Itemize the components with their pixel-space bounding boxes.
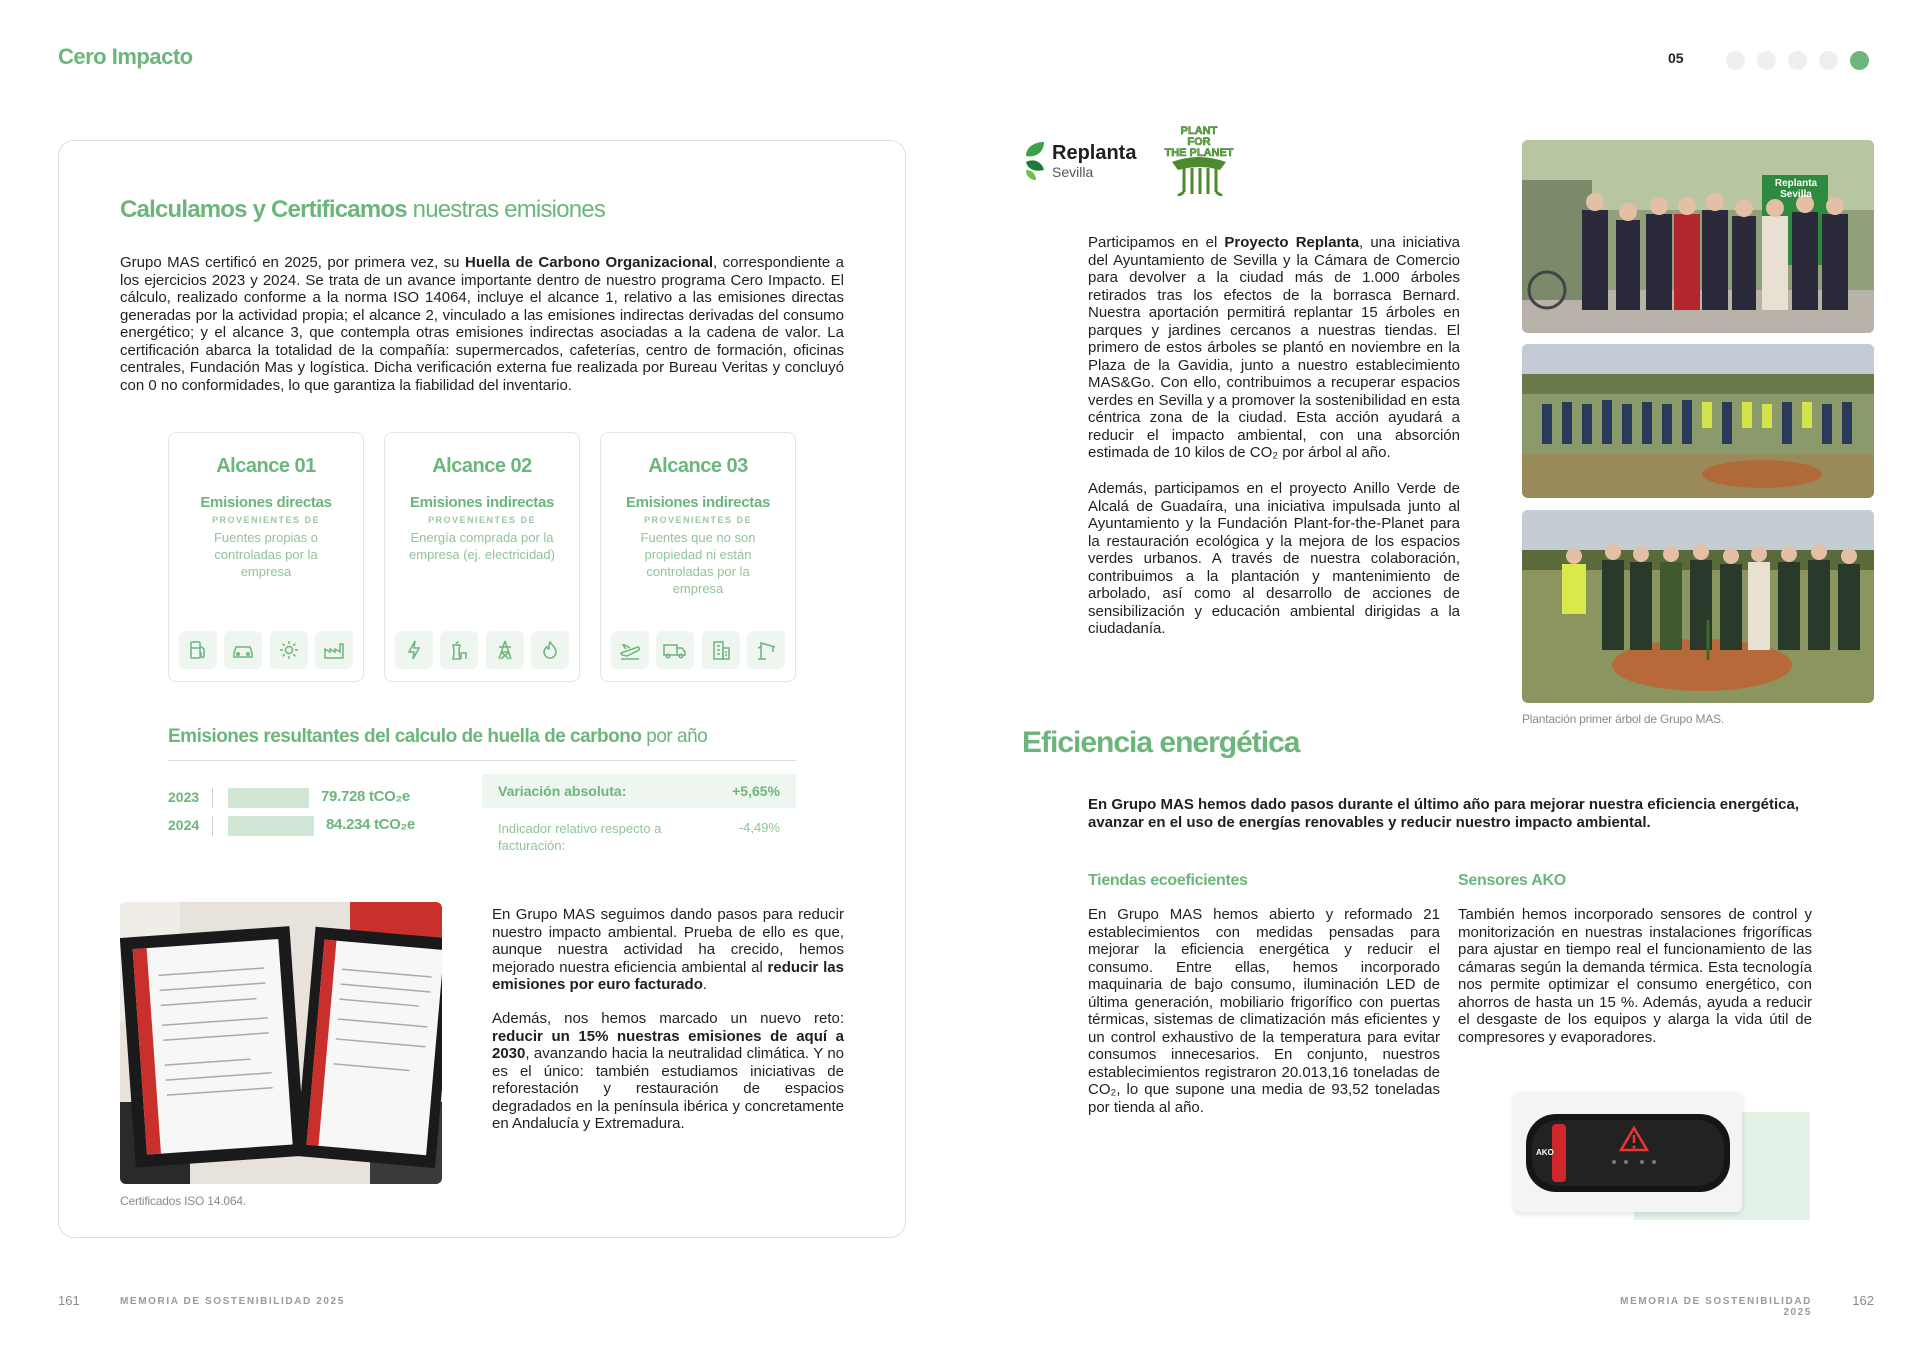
plant-logo-text-3: THE PLANET: [1164, 147, 1234, 159]
variation-label: Variación absoluta:: [498, 783, 627, 799]
ako-label: AKO: [1536, 1148, 1554, 1157]
factory-icon: [315, 631, 353, 669]
emissions-value-2024: 84.234 tCO₂e: [326, 816, 415, 833]
scope-card-1: [168, 432, 364, 682]
transmission-tower-icon: [486, 631, 524, 669]
scope-subtitle: Emisiones indirectas: [625, 494, 771, 511]
variation-value: +5,65%: [732, 783, 780, 799]
eco-stores-heading: Tiendas ecoeficientes: [1088, 872, 1248, 889]
challenge-paragraph: Además, nos hemos marcado un nuevo reto: reducir un 15% nuestras emisiones de aquí a 2030, avanzando hacia la neutralidad climática. Y no es el único: también estudiamos iniciativas de reforestación y restauración de espacios degradados en la península ibérica y concretamente en Andalucía y Extremadura.: [492, 1010, 844, 1132]
emissions-bar-2023: [228, 788, 309, 808]
emissions-value-2023: 79.728 tCO₂e: [321, 788, 410, 805]
fuel-pump-icon: [179, 631, 217, 669]
ako-sensor-image: [1514, 1092, 1742, 1212]
left-page-number: 161: [58, 1293, 80, 1308]
scope-tag: PROVENIENTES DE: [211, 515, 321, 525]
right-footer-title: MEMORIA DE SOSTENIBILIDAD 2025: [1620, 1296, 1812, 1318]
emissions-heading: Calculamos y Certificamos nuestras emisiones: [120, 196, 606, 223]
anillo-verde-paragraph: Además, participamos en el proyecto Anillo Verde de Alcalá de Guadaíra, una iniciativa impulsada junto al Ayuntamiento y la Fundación Plant-for-the-Planet para la restauración ecológica y la mejora de los espacios verdes urbanos. A través de nuestra colaboración, contribuimos a la plantación y mantenimiento de arbolado, así como al desarrollo de acciones de sensibilización y educación ambiental dirigidas a la ciudadanía.: [1088, 480, 1460, 637]
eco-stores-paragraph: En Grupo MAS hemos abierto y reformado 21 establecimientos con medidas pensadas para mejorar la eficiencia energética y reducir el consumo. Entre ellas, hemos incorporado maquinaria de bajo consumo, iluminación LED de última generación, mobiliario frigorífico con puertas térmicas, sistemas de climatización más eficientes y un control exhaustivo de la temperatura para evitar consumos innecesarios. En conjunto, nuestros establecimientos registraron 20.013,16 toneladas de CO₂, lo que supone una media de 93,52 toneladas por tienda al año.: [1088, 906, 1440, 1116]
scope-subtitle: Emisiones indirectas: [409, 494, 555, 511]
axis-tick: [212, 816, 213, 836]
scope-description: Fuentes propias o controladas por la empresa: [213, 530, 319, 579]
lightning-icon: [395, 631, 433, 669]
scope-card-2: [384, 432, 580, 682]
ako-sensors-paragraph: También hemos incorporado sensores de control y monitorización en nuestras instalaciones frigoríficas para ajustar en tiempo real el funcionamiento de las cámaras según la demanda térmica. Esta tecnología nos permite optimizar el consumo energético, con ahorros de hasta un 15 %. Además, ayuda a reducir el desgaste de los equipos y alarga la vida útil de compresores y evaporadores.: [1458, 906, 1812, 1046]
replanta-subtitle: Sevilla: [1052, 164, 1094, 180]
gear-icon: [270, 631, 308, 669]
nav-dot-3[interactable]: [1788, 51, 1807, 70]
reduction-paragraph: En Grupo MAS seguimos dando pasos para reducir nuestro impacto ambiental. Prueba de ello es que, aunque nuestra actividad ha crecido, hemos mejorado nuestra eficiencia ambiental al reducir las emisiones por euro facturado.: [492, 906, 844, 993]
section-label: Cero Impacto: [58, 44, 193, 69]
certificates-caption: Certificados ISO 14.064.: [120, 1194, 246, 1208]
emissions-per-year-heading: Emisiones resultantes del calculo de huella de carbono por año: [168, 726, 708, 747]
first-tree-planting-photo: [1522, 510, 1874, 703]
power-plant-icon: [440, 631, 478, 669]
emissions-year-2024: 2024: [168, 817, 200, 833]
scope-tag: PROVENIENTES DE: [643, 515, 753, 525]
efficiency-heading: Eficiencia energética: [1022, 726, 1300, 759]
scope-title: Alcance 02: [432, 455, 532, 477]
scope-description: Energía comprada por la empresa (ej. electricidad): [409, 530, 555, 562]
right-page-number: 162: [1852, 1293, 1874, 1308]
emissions-bar-2024: [228, 816, 314, 836]
plant-logo-text-2: FOR: [1187, 136, 1211, 148]
divider: [168, 760, 796, 761]
scope-title: Alcance 01: [216, 455, 316, 477]
crane-icon: [747, 631, 785, 669]
scope-card-3: [600, 432, 796, 682]
replanta-group-photo: [1522, 140, 1874, 333]
planting-caption: Plantación primer árbol de Grupo MAS.: [1522, 712, 1725, 726]
scope-tag: PROVENIENTES DE: [427, 515, 537, 525]
leaf-icon: [1022, 140, 1050, 182]
plant-for-the-planet-logo: [1162, 124, 1236, 196]
volunteers-planting-photo: [1522, 344, 1874, 498]
replanta-logo: [1022, 140, 1142, 182]
photo-sign-text: Replanta Sevilla: [1774, 178, 1818, 200]
intro-paragraph: Grupo MAS certificó en 2025, por primera vez, su Huella de Carbono Organizacional, correspondiente a los ejercicios 2023 y 2024. Se trata de un avance importante dentro de nuestro programa Cero Impacto. El cálculo, realizado conforme a la norma ISO 14064, incluye el alcance 1, relativo a las emisiones directas generadas por la actividad propia; el alcance 2, vinculado a las emisiones indirectas derivadas del consumo energético; y el alcance 3, que contempla otras emisiones indirectas asociadas a la cadena de valor. La certificación abarca la totalidad de la compañía: supermercados, cafeterías, centro de formación, oficinas centrales, Fundación Mas y logística. Dicha verificación externa fue realizada por Bureau Veritas y concluyó con 0 no conformidades, lo que garantiza la fiabilidad del inventario.: [120, 254, 845, 394]
nav-dot-4[interactable]: [1819, 51, 1838, 70]
building-icon: [702, 631, 740, 669]
nav-dot-5-active[interactable]: [1850, 51, 1869, 70]
iso-certificates-photo: [120, 902, 442, 1184]
car-icon: [224, 631, 262, 669]
ako-sensors-heading: Sensores AKO: [1458, 872, 1566, 889]
page-indicator: 05: [1668, 50, 1684, 66]
emissions-year-2023: 2023: [168, 789, 200, 805]
replanta-title: Replanta: [1052, 142, 1137, 164]
nav-dot-2[interactable]: [1757, 51, 1776, 70]
airplane-icon: [611, 631, 649, 669]
scope-description: Fuentes que no son propiedad ni están controladas por la empresa: [640, 530, 756, 596]
indicator-value: -4,49%: [738, 820, 780, 835]
truck-icon: [656, 631, 694, 669]
axis-tick: [212, 788, 213, 808]
scope-title: Alcance 03: [648, 455, 748, 477]
nav-dot-1[interactable]: [1726, 51, 1745, 70]
plant-logo-text-1: PLANT: [1180, 125, 1218, 137]
scope-subtitle: Emisiones directas: [200, 494, 332, 511]
flame-icon: [531, 631, 569, 669]
replanta-paragraph: Participamos en el Proyecto Replanta, una iniciativa del Ayuntamiento de Sevilla y la Cámara de Comercio para devolver a la ciudad más de 1.000 árboles retirados tras los efectos de la borrasca Bernard. Nuestra aportación permitirá replantar 15 árboles en parques y jardines cercanos a nuestras tiendas. El primero de estos árboles se plantó en noviembre en la Plaza de la Gavidia, junto a nuestro establecimiento MAS&Go. Con ello, contribuimos a recuperar espacios verdes en Sevilla y a promover la sostenibilidad en esta céntrica zona de la ciudad. Esta acción ayudará a reducir el impacto ambiental, con una absorción estimada de 10 kilos de CO₂ por árbol al año.: [1088, 234, 1460, 461]
efficiency-lead: En Grupo MAS hemos dado pasos durante el último año para mejorar nuestra eficiencia energética, avanzar en el uso de energías renovables y reducir nuestro impacto ambiental.: [1088, 796, 1800, 831]
indicator-label: Indicador relativo respecto a facturación:: [498, 821, 662, 853]
left-footer-title: MEMORIA DE SOSTENIBILIDAD 2025: [120, 1296, 345, 1307]
page-nav-dots: [1726, 51, 1869, 70]
